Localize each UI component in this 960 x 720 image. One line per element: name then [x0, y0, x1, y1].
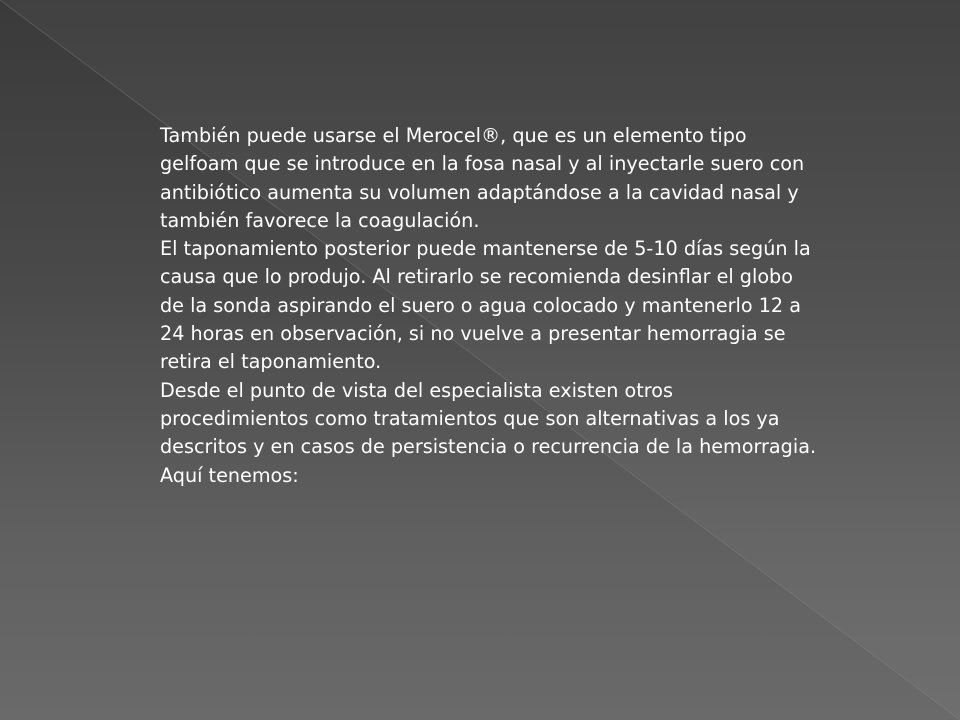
paragraph-aqui-tenemos: Aquí tenemos: — [160, 463, 299, 487]
paragraph-especialista: Desde el punto de vista del especialista existen otros procedimientos como tratamientos que son alternativas a los ya descritos y en casos de persistencia o recurrencia de la hemorragia. — [160, 378, 817, 459]
slide-body-text — [160, 122, 820, 490]
paragraph-taponamiento-posterior: El taponamiento posterior puede mantenerse de 5-10 días según la causa que lo produjo. Al retirarlo se recomienda desinflar el globo de la sonda aspirando el suero o agua colocado y mantenerlo 12 a 24 horas en observación, si no vuelve a presentar hemorragia se retira el taponamiento. — [160, 237, 811, 374]
paragraph-merocel: También puede usarse el Merocel®, que es un elemento tipo gelfoam que se introduce en la fosa nasal y al inyectarle suero con antibiótico aumenta su volumen adaptándose a la cavidad nasal y también favorece la coagulación. — [160, 124, 805, 232]
